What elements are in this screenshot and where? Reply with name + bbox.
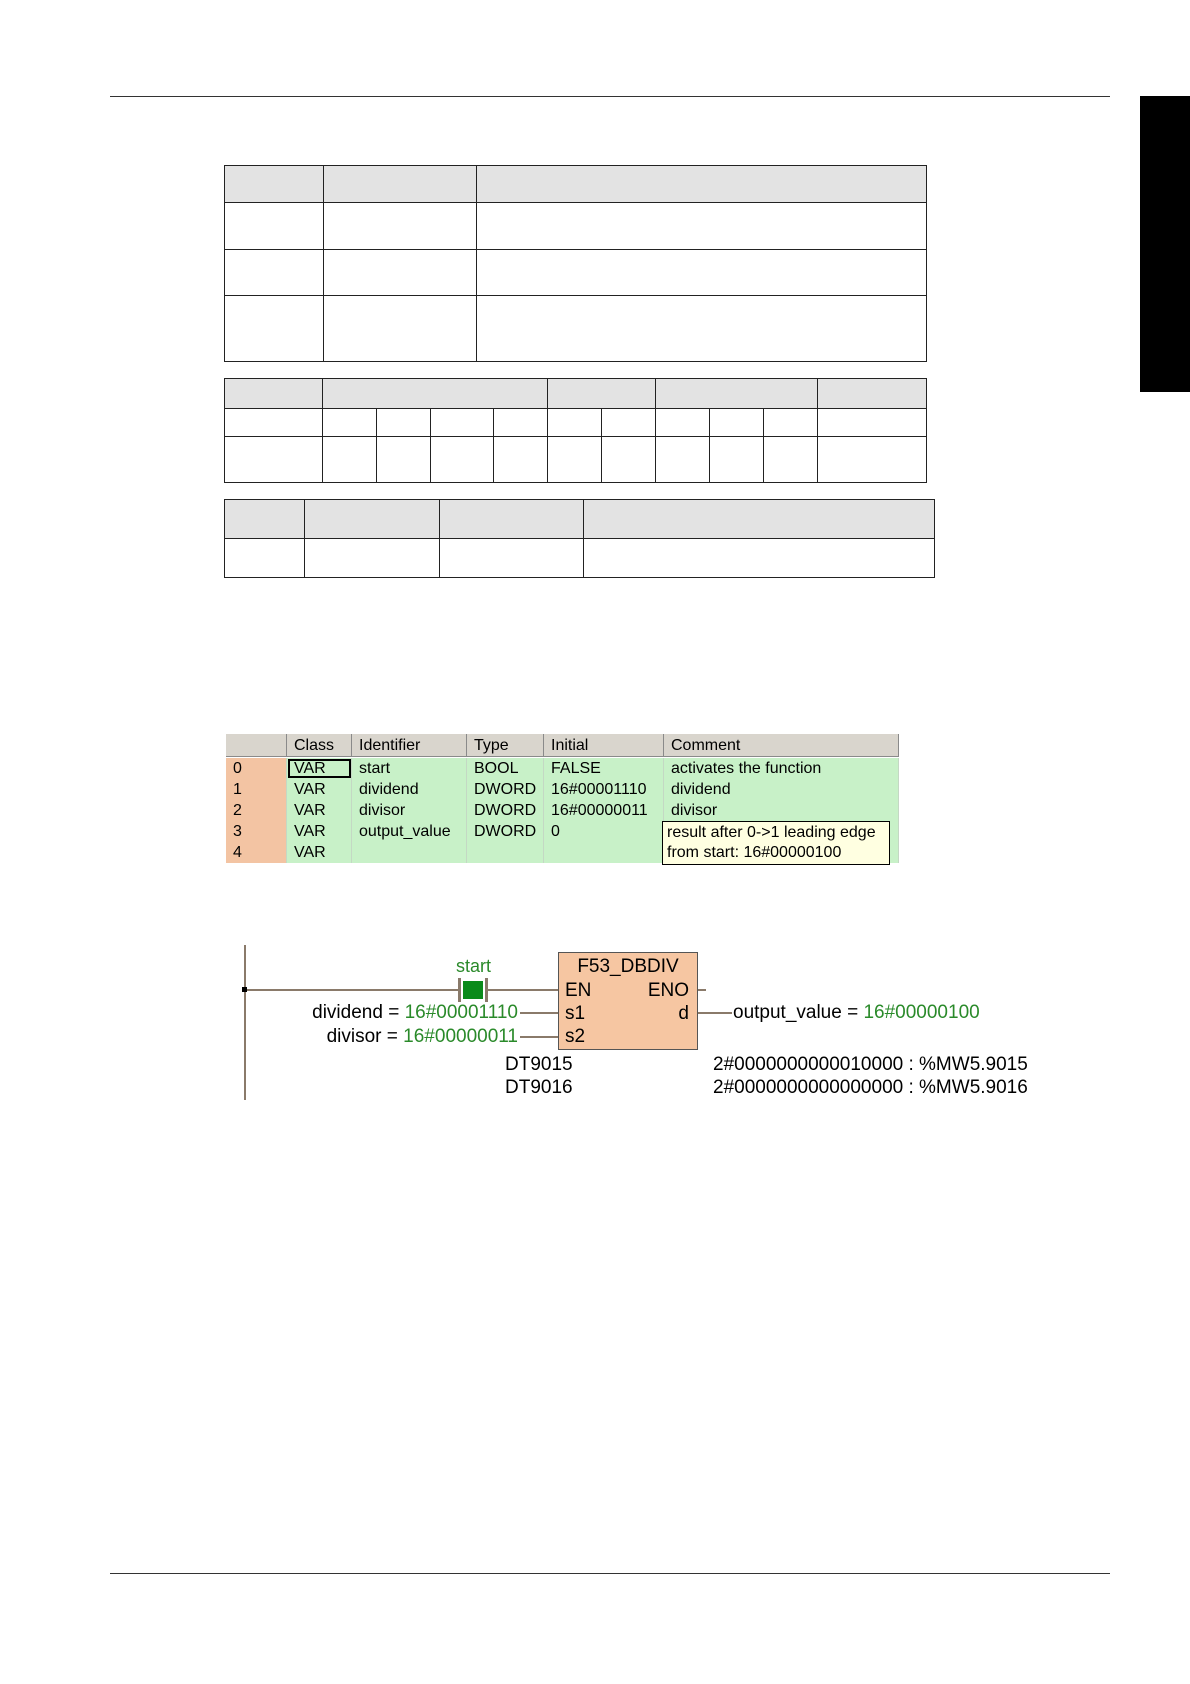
- type-cell[interactable]: DWORD: [467, 800, 544, 821]
- class-cell[interactable]: VAR: [287, 779, 352, 800]
- chapter-tab-marker: [1140, 96, 1190, 392]
- output-operand[interactable]: [733, 1002, 980, 1024]
- pin-en: EN: [565, 980, 592, 1001]
- class-cell[interactable]: VAR: [287, 821, 352, 842]
- identifier-cell[interactable]: [352, 842, 467, 863]
- class-cell[interactable]: VAR: [287, 842, 352, 863]
- dt9015-label: DT9015: [505, 1054, 573, 1075]
- initial-cell[interactable]: 16#00000011: [544, 800, 664, 821]
- comment-cell[interactable]: divisor: [664, 800, 899, 821]
- table-row[interactable]: [226, 779, 899, 800]
- table-row: [225, 437, 927, 483]
- pin-d: d: [678, 1003, 689, 1024]
- identifier-cell[interactable]: dividend: [352, 779, 467, 800]
- column-header-class[interactable]: Class: [287, 734, 352, 757]
- contact-label: start: [456, 956, 492, 976]
- type-cell[interactable]: BOOL: [467, 758, 544, 779]
- column-header-identifier[interactable]: Identifier: [352, 734, 467, 757]
- pin-s2: s2: [565, 1026, 586, 1047]
- table-row: [225, 409, 927, 437]
- table-row: [225, 539, 935, 578]
- column-header-number[interactable]: [226, 734, 287, 757]
- identifier-cell[interactable]: start: [352, 758, 467, 779]
- row-number[interactable]: 2: [226, 800, 287, 821]
- type-cell[interactable]: DWORD: [467, 821, 544, 842]
- pin-s1: s1: [565, 1003, 586, 1024]
- dividend-value: 16#00001110: [404, 1002, 518, 1023]
- class-cell[interactable]: VAR: [287, 800, 352, 821]
- tooltip-line: result after 0->1 leading edge: [667, 824, 876, 841]
- row-number[interactable]: 3: [226, 821, 287, 842]
- type-cell[interactable]: DWORD: [467, 779, 544, 800]
- output-label: output_value =: [733, 1002, 864, 1023]
- dividend-label: dividend =: [312, 1002, 405, 1023]
- initial-cell[interactable]: 16#00001110: [544, 779, 664, 800]
- initial-cell[interactable]: [544, 842, 664, 863]
- data-type-table: [224, 378, 927, 483]
- table-row[interactable]: [226, 800, 899, 821]
- table-row: [225, 296, 927, 362]
- divisor-label: divisor =: [326, 1026, 404, 1047]
- initial-cell[interactable]: 0: [544, 821, 664, 842]
- initial-cell[interactable]: FALSE: [544, 758, 664, 779]
- table-row[interactable]: [226, 758, 899, 779]
- ladder-diagram: [230, 940, 1070, 1110]
- dt9016-label: DT9016: [505, 1077, 573, 1098]
- column-header-type[interactable]: Type: [467, 734, 544, 757]
- comment-cell[interactable]: activates the function: [664, 758, 899, 779]
- tooltip-line: from start: 16#00000100: [667, 844, 842, 861]
- flag-table: [224, 499, 935, 578]
- divisor-operand[interactable]: [327, 1026, 518, 1048]
- comment-tooltip: [662, 821, 890, 865]
- function-block-name: F53_DBDIV: [577, 956, 679, 977]
- pin-eno: ENO: [647, 980, 689, 1001]
- identifier-cell[interactable]: divisor: [352, 800, 467, 821]
- dt9015-value: 2#0000000000010000 : %MW5.9015: [713, 1054, 1028, 1075]
- type-cell[interactable]: [467, 842, 544, 863]
- class-cell[interactable]: VAR: [287, 758, 352, 779]
- column-header-comment[interactable]: Comment: [664, 734, 899, 757]
- footer-rule: [110, 1573, 1110, 1574]
- dt9016-value: 2#0000000000000000 : %MW5.9016: [713, 1077, 1028, 1098]
- table-header-row: [226, 734, 899, 755]
- divisor-value: 16#00000011: [403, 1026, 518, 1047]
- column-header-initial[interactable]: Initial: [544, 734, 664, 757]
- table-row: [225, 203, 927, 250]
- table-row: [225, 379, 927, 409]
- row-number[interactable]: 1: [226, 779, 287, 800]
- operand-table: [224, 165, 927, 362]
- function-block[interactable]: [558, 952, 698, 1050]
- header-rule: [110, 96, 1110, 97]
- table-row: [225, 500, 935, 539]
- row-number[interactable]: 0: [226, 758, 287, 779]
- table-row: [225, 250, 927, 296]
- identifier-cell[interactable]: output_value: [352, 821, 467, 842]
- row-number[interactable]: 4: [226, 842, 287, 863]
- start-contact[interactable]: [458, 978, 488, 1002]
- dividend-operand[interactable]: [312, 1002, 518, 1024]
- output-value: 16#00000100: [863, 1002, 980, 1023]
- table-row: [225, 166, 927, 203]
- comment-cell[interactable]: dividend: [664, 779, 899, 800]
